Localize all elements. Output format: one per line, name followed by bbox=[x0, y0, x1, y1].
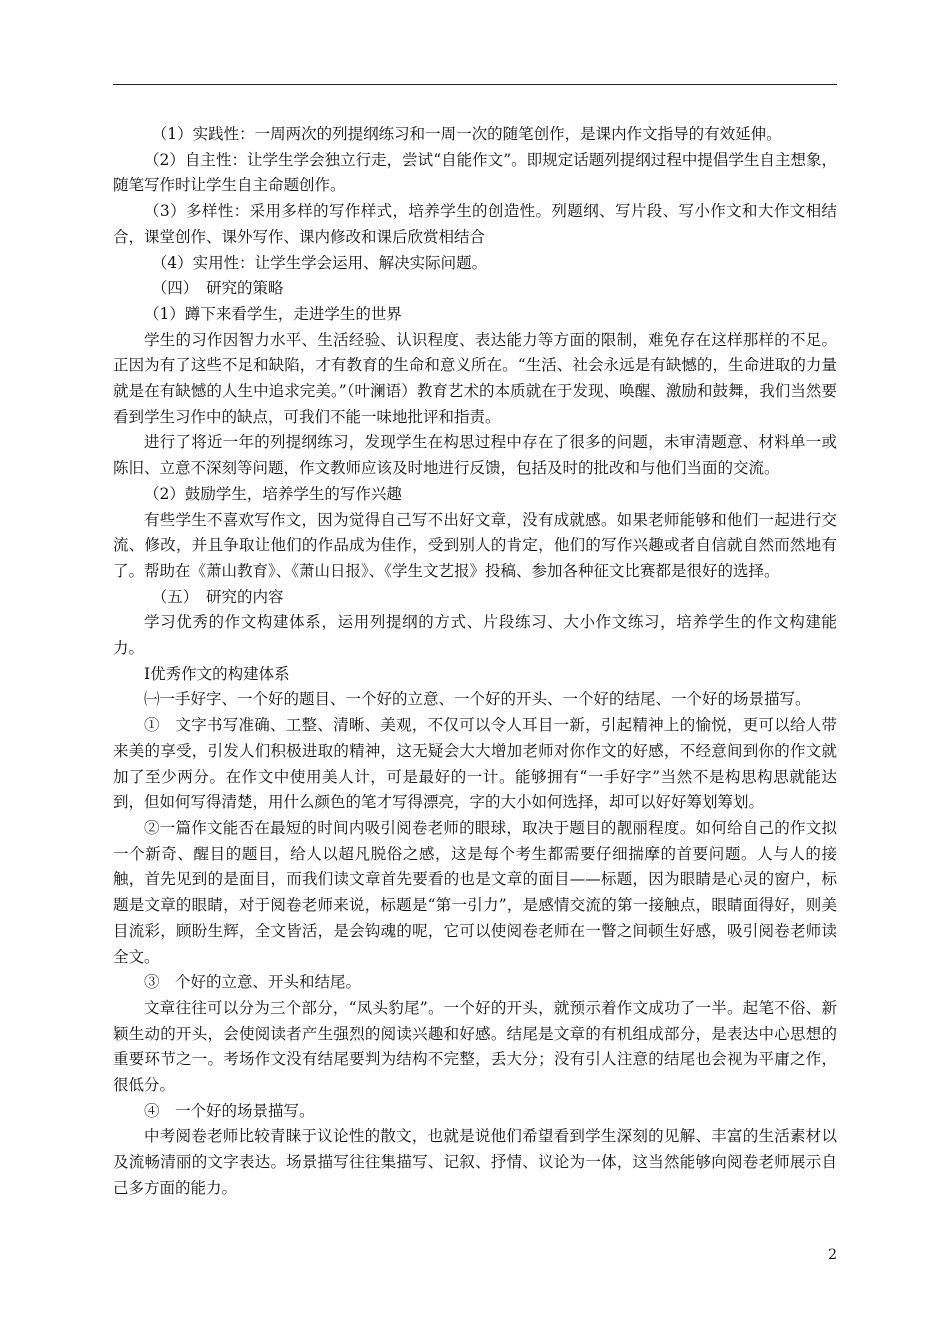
paragraph: 学生的习作因智力水平、生活经验、认识程度、表达能力等方面的限制，难免存在这样那样的不足。正因为有了这些不足和缺陷，才有教育的生命和意义所在。“生活、社会永远是有缺憾的，生命进取的力量就是在有缺憾的人生中追求完美。”（叶澜语）教育艺术的本质就在于发现、唤醒、激励和鼓舞，我们当然要看到学生习作中的缺点，可我们不能一味地批评和指责。 bbox=[113, 330, 837, 426]
page-number: 2 bbox=[828, 1247, 837, 1263]
subheading: （2）鼓励学生，培养学生的写作兴趣 bbox=[144, 484, 402, 503]
subheading: ③ 个好的立意、开头和结尾。 bbox=[144, 973, 362, 992]
paragraph: （4）实用性：让学生学会运用、解决实际问题。 bbox=[151, 253, 488, 272]
paragraph: 进行了将近一年的列提纲练习，发现学生在构思过程中存在了很多的问题，未审清题意、材料单一或陈旧、立意不深刻等问题，作文教师应该及时地进行反馈，包括及时的批改和与他们当面的交流。 bbox=[113, 433, 837, 478]
paragraph: 有些学生不喜欢写作文，因为觉得自己写不出好文章，没有成就感。如果老师能够和他们一起进行交流、修改，并且争取让他们的作品成为佳作，受到别人的肯定，他们的写作兴趣或者自信就自然而然地有了。帮助在《萧山教育》、《萧山日报》、《学生文艺报》投稿、参加各种征文比赛都是很好的选择。 bbox=[113, 510, 837, 580]
paragraph: ②一篇作文能否在最短的时间内吸引阅卷老师的眼球，取决于题目的靓丽程度。如何给自己的作文拟一个新奇、醒目的题目，给人以超凡脱俗之感，这是每个考生都需要仔细揣摩的首要问题。人与人的接触，首先见到的是面目，而我们读文章首先要看的也是文章的面目——标题，因为眼睛是心灵的窗户，标题是文章的眼睛，对于阅卷老师来说，标题是“第一引力”，是感情交流的第一接触点，眼睛面得好，则美目流彩，顾盼生辉，全文皆活，是会钩魂的呢，它可以使阅卷老师在一瞥之间顿生好感，吸引阅卷老师读全文。 bbox=[113, 818, 837, 966]
paragraph: （3）多样性：采用多样的写作样式，培养学生的创造性。列题纲、写片段、写小作文和大作文相结合，课堂创作、课外写作、课内修改和课后欣赏相结合 bbox=[113, 202, 837, 246]
paragraph: （1）实践性：一周两次的列提纲练习和一周一次的随笔创作，是课内作文指导的有效延伸。 bbox=[151, 125, 782, 143]
paragraph: （2）自主性：让学生学会独立行走，尝试“自能作文”。即规定话题列提纲过程中提倡学生自主想象，随笔写作时让学生自主命题创作。 bbox=[113, 150, 837, 195]
section-heading: （五） 研究的内容 bbox=[151, 587, 284, 606]
paragraph: ① 文字书写准确、工整、清晰、美观，不仅可以令人耳目一新，引起精神上的愉悦，更可以给人带来美的享受，引发人们积极进取的精神，这无疑会大大增加老师对你作文的好感，不经意间到你的作文就加了至少两分。在作文中使用美人计，可是最好的一计。能够拥有“一手好字”当然不是构思构思就能达到，但如何写得清楚，用什么颜色的笔才写得漂亮，字的大小如何选择，却可以好好筹划筹划。 bbox=[113, 716, 837, 812]
paragraph: 学习优秀的作文构建体系，运用列提纲的方式、片段练习、大小作文练习，培养学生的作文构建能力。 bbox=[113, 613, 837, 658]
document-body bbox=[113, 122, 837, 1202]
section-heading: （四） 研究的策略 bbox=[151, 279, 284, 298]
paragraph: 中考阅卷老师比较青睐于议论性的散文，也就是说他们希望看到学生深刻的见解、丰富的生活素材以及流畅清丽的文字表达。场景描写往往集描写、记叙、抒情、议论为一体，这当然能够向阅卷老师展示自己多方面的能力。 bbox=[113, 1127, 837, 1197]
subheading: ④ 一个好的场景描写。 bbox=[144, 1101, 315, 1120]
paragraph: 文章往往可以分为三个部分，“凤头豹尾”。一个好的开头，就预示着作文成功了一半。起笔不俗、新颖生动的开头，会使阅读者产生强烈的阅读兴趣和好感。结尾是文章的有机组成部分，是表达中心思想的重要环节之一。考场作文没有结尾要判为结构不完整，丢大分；没有引人注意的结尾也会视为平庸之作，很低分。 bbox=[113, 998, 837, 1095]
subheading: Ⅰ优秀作文的构建体系 bbox=[144, 664, 290, 683]
paragraph: ㈠一手好字、一个好的题目、一个好的立意、一个好的开头、一个好的结尾、一个好的场景描写。 bbox=[144, 690, 811, 709]
header-rule bbox=[113, 84, 837, 85]
subheading: （1）蹲下来看学生，走进学生的世界 bbox=[144, 304, 402, 323]
